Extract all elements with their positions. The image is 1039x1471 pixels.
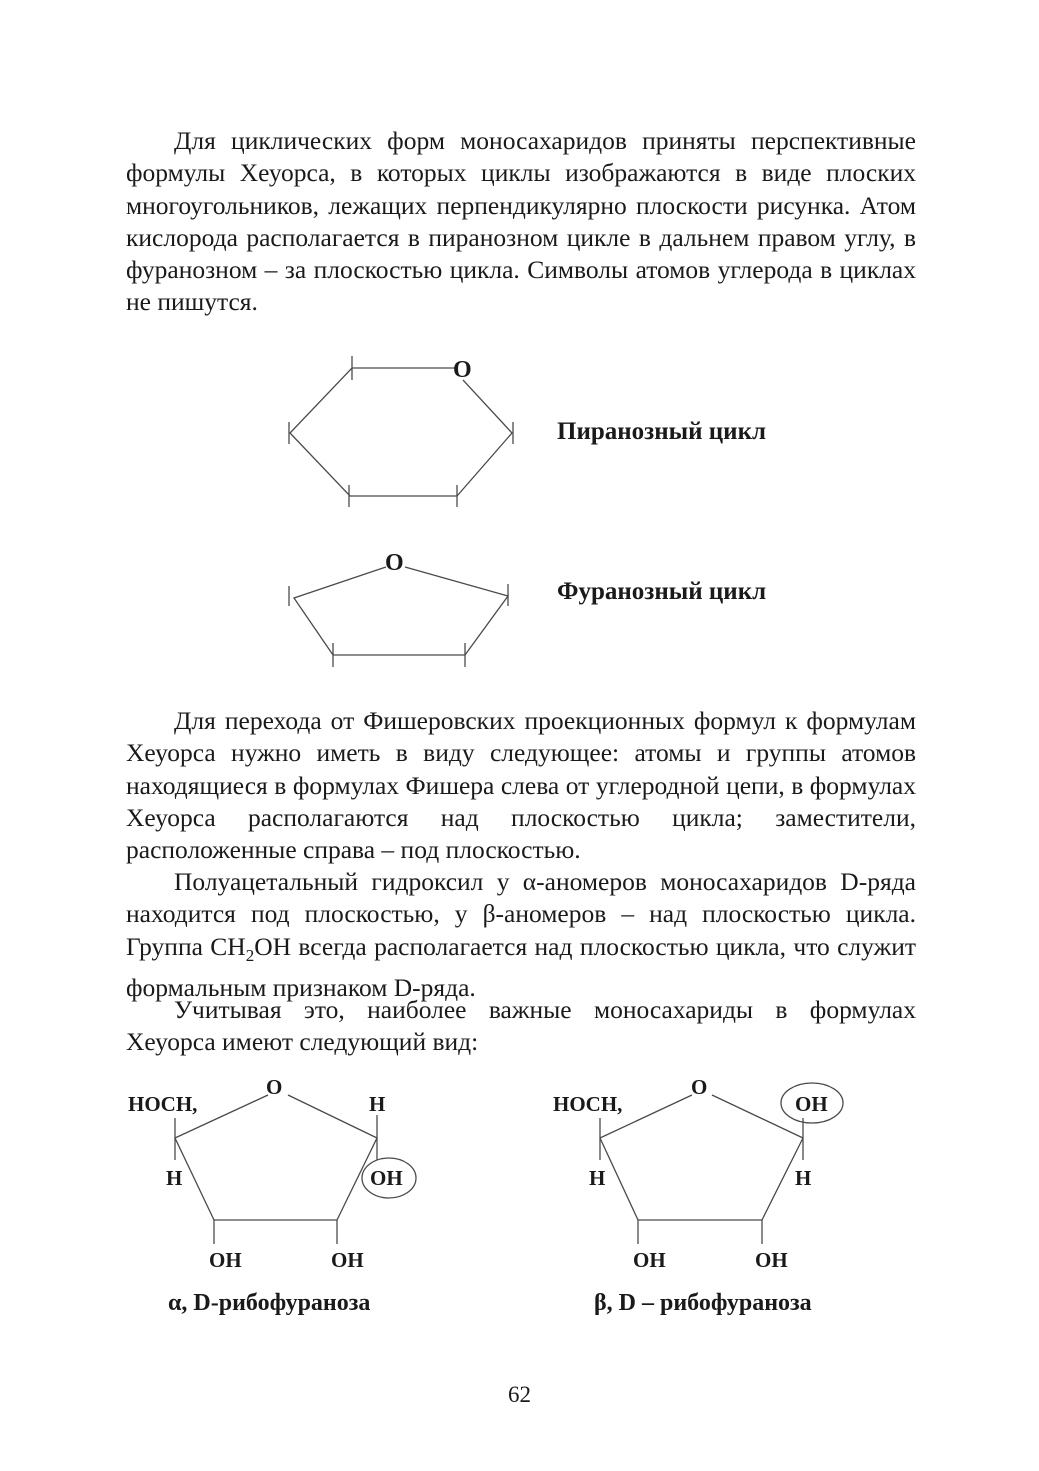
alpha-ribofuranose-caption: α, D-рибофураноза xyxy=(168,1290,371,1316)
c3-oh-label: OH xyxy=(209,1248,242,1272)
furanose-ring-outline xyxy=(294,567,508,655)
paragraph-anomers xyxy=(126,866,916,1004)
ring-oxygen-label: O xyxy=(691,1075,708,1099)
pyranose-oxygen-label: O xyxy=(453,357,472,383)
c1-top-label: H xyxy=(369,1092,386,1116)
hoch2-label: HOCH, xyxy=(553,1092,623,1116)
ch2oh-subscript: 2 xyxy=(245,945,255,965)
c1-top-label: OH xyxy=(795,1092,828,1116)
page-number: 62 xyxy=(508,1382,531,1407)
c2-oh-label: OH xyxy=(755,1248,788,1272)
ring-bond xyxy=(600,1138,638,1220)
c4-h-label: H xyxy=(166,1166,183,1190)
c1-bottom-label: OH xyxy=(370,1166,403,1190)
paragraph-fischer-to-haworth: Для перехода от Фишеровских проекционных формул к формулам Хеуорса нужно иметь в виду следующее: атомы и группы атомов находящиеся в формулах Фишера слева от углеродной цепи, в формулах Хеуорса располагаются над плоскостью цикла; заместители, расположенные справа – под плоскостью. xyxy=(126,706,916,865)
anomers-text-part2: OH всегда располагается над плоскостью цикла, что служит формальным признаком D-ряда. xyxy=(126,931,916,1002)
ring-oxygen-label: O xyxy=(266,1075,283,1099)
furanose-ring-diagram xyxy=(289,550,508,667)
c4-h-label: H xyxy=(589,1166,606,1190)
pyranose-ring-diagram xyxy=(289,356,513,507)
paragraph-important-monosaccharides: Учитывая это, наиболее важные моносахариды в формулах Хеуорса имеют следующий вид: xyxy=(126,995,916,1057)
c1-bottom-label: H xyxy=(795,1166,812,1190)
beta-ribofuranose-structure xyxy=(553,1075,843,1272)
pyranose-caption: Пиранозный цикл xyxy=(557,418,767,445)
pyranose-ring-outline xyxy=(290,368,512,496)
beta-ribofuranose-caption: β, D – рибофураноза xyxy=(594,1290,812,1316)
paragraph-haworth-intro: Для циклических форм моносахаридов приняты перспективные формулы Хеуорса, в которых циклы изображаются в виде плоских многоугольников, лежащих перпендикулярно плоскости рисунка. Атом кислорода располагается в пиранозном цикле в дальнем правом углу, в фуранозном – за плоскостью цикла. Символы атомов углерода в циклах не пишутся. xyxy=(126,126,916,317)
hoch2-label: HOCH, xyxy=(128,1092,198,1116)
alpha-ribofuranose-structure xyxy=(128,1075,416,1272)
furanose-caption: Фуранозный цикл xyxy=(557,578,767,605)
c2-oh-label: OH xyxy=(331,1248,364,1272)
ring-bond xyxy=(288,1095,377,1138)
c3-oh-label: OH xyxy=(633,1248,666,1272)
furanose-oxygen-label: O xyxy=(385,550,404,576)
anomers-text-part1: Полуацетальный гидроксил у α-аномеров моносахаридов D-ряда находится под плоскостью, у β-аномеров – над плоскостью цикла. Группа CH xyxy=(126,867,916,961)
